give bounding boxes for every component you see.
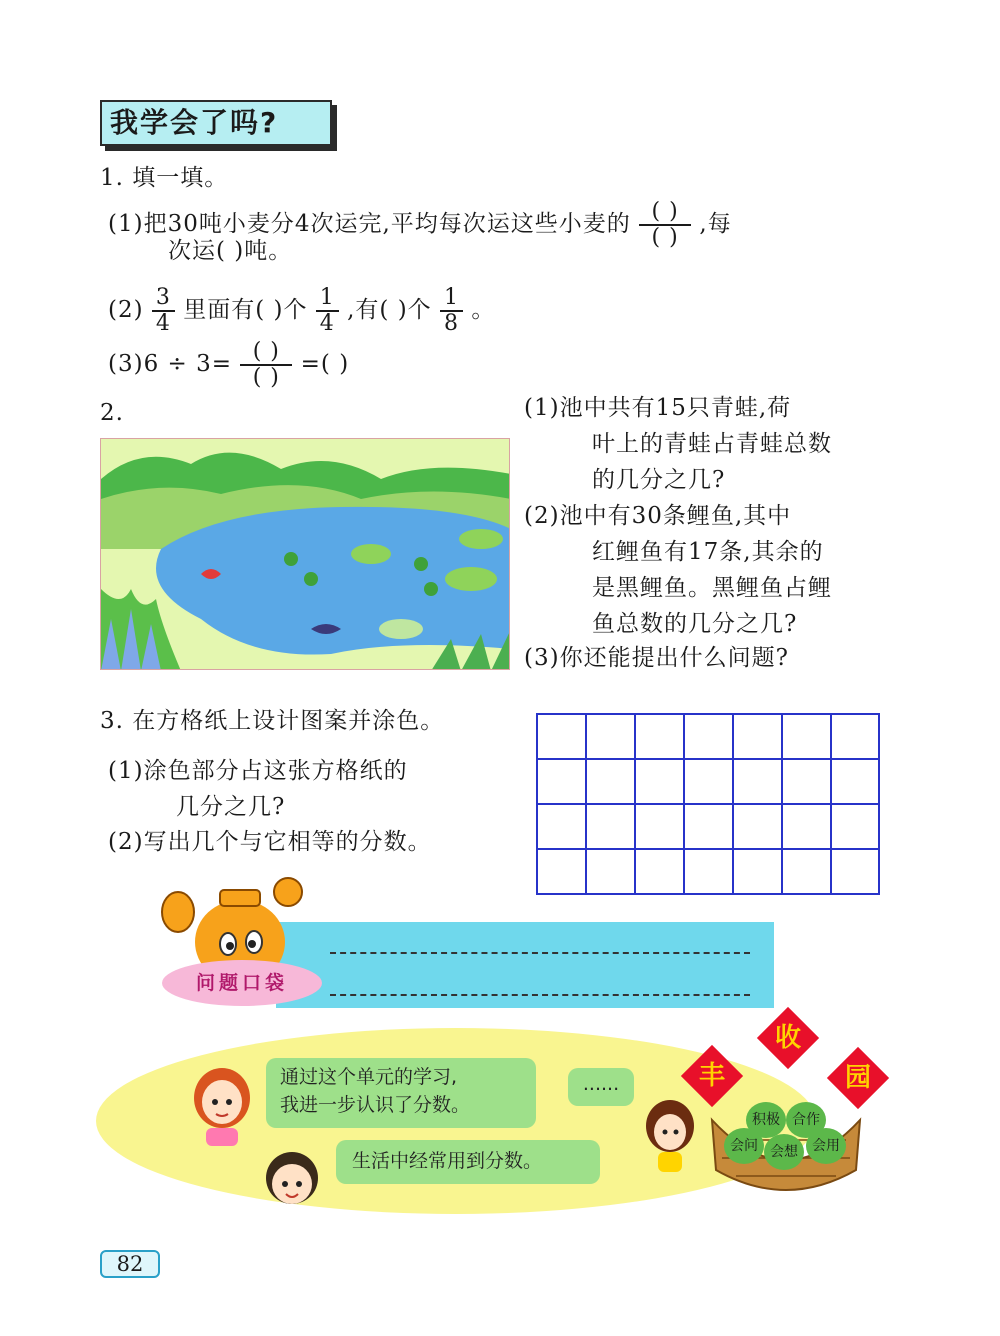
q1-part1-fraction-blank: $\frac{( )}{( )}$: [639, 200, 691, 250]
q3-heading: 3. 在方格纸上设计图案并涂色。: [100, 708, 445, 734]
girl-avatar-icon: [182, 1058, 262, 1148]
grid-line: [538, 758, 878, 760]
apple-item: 积极: [746, 1102, 786, 1138]
q1-part1-line1: (1)把30吨小麦分4次运完,平均每次运这些小麦的 $\frac{( )}{( )}$ ,每: [108, 199, 732, 250]
speech-bubble-ellipsis: ......: [568, 1068, 634, 1106]
q2-part1: (1)池中共有15只青蛙,荷 叶上的青蛙占青蛙总数 的几分之几?: [524, 395, 832, 493]
answer-line[interactable]: [330, 952, 750, 954]
fraction-one-eighth: $\frac{1}{8}$: [440, 286, 463, 336]
apple-item: 合作: [786, 1102, 826, 1138]
fraction-one-quarter: $\frac{1}{4}$: [316, 286, 339, 336]
banner-char: 园: [844, 1063, 871, 1093]
grid-line: [538, 803, 878, 805]
fraction-three-quarters: $\frac{3}{4}$: [152, 286, 175, 336]
banner-char: 丰: [698, 1061, 725, 1091]
q3-part1: (1)涂色部分占这张方格纸的 几分之几?: [108, 758, 408, 820]
q3-part2: (2)写出几个与它相等的分数。: [108, 829, 432, 855]
apple-item: 会问: [724, 1128, 764, 1164]
q2-part2: (2)池中有30条鲤鱼,其中 红鲤鱼有17条,其余的 是黑鲤鱼。黑鲤鱼占鲤 鱼总数的几分之几?: [524, 503, 832, 637]
apple-item: 会用: [806, 1128, 846, 1164]
grid-line: [538, 848, 878, 850]
answer-line[interactable]: [330, 994, 750, 996]
q1-heading: 1. 填一填。: [100, 165, 229, 191]
speech-bubble-boy: 生活中经常用到分数。: [336, 1140, 600, 1184]
banner-char: 收: [774, 1023, 801, 1053]
pond-scene-image: [101, 439, 510, 670]
apple-item: 会想: [764, 1134, 804, 1170]
q2-heading: 2.: [100, 400, 124, 426]
q2-part3: (3)你还能提出什么问题?: [524, 645, 789, 671]
grid-paper[interactable]: [536, 713, 880, 895]
q1-part1-line2: 次运( )吨。: [168, 238, 293, 264]
speech-bubble-girl: 通过这个单元的学习, 我进一步认识了分数。: [266, 1058, 536, 1128]
pocket-label: 问题口袋: [162, 960, 322, 1006]
q1-part3-fraction-blank: $\frac{( )}{( )}$: [240, 340, 292, 390]
question-pocket-panel: [276, 922, 774, 1008]
page-number: 82: [100, 1250, 160, 1278]
q1-part3: (3)6 ÷ 3= $\frac{( )}{( )}$ =( ): [108, 339, 350, 390]
apple-cluster: [724, 1094, 854, 1174]
boy-avatar-icon: [252, 1140, 332, 1220]
q1-part2: (2) $\frac{3}{4}$ 里面有( )个 $\frac{1}{4}$ ,有( )个 $\frac{1}{8}$ 。: [108, 285, 496, 336]
girl2-avatar-icon: [640, 1096, 700, 1174]
pond-illustration: [100, 438, 510, 670]
section-title: 我学会了吗?: [100, 100, 332, 146]
